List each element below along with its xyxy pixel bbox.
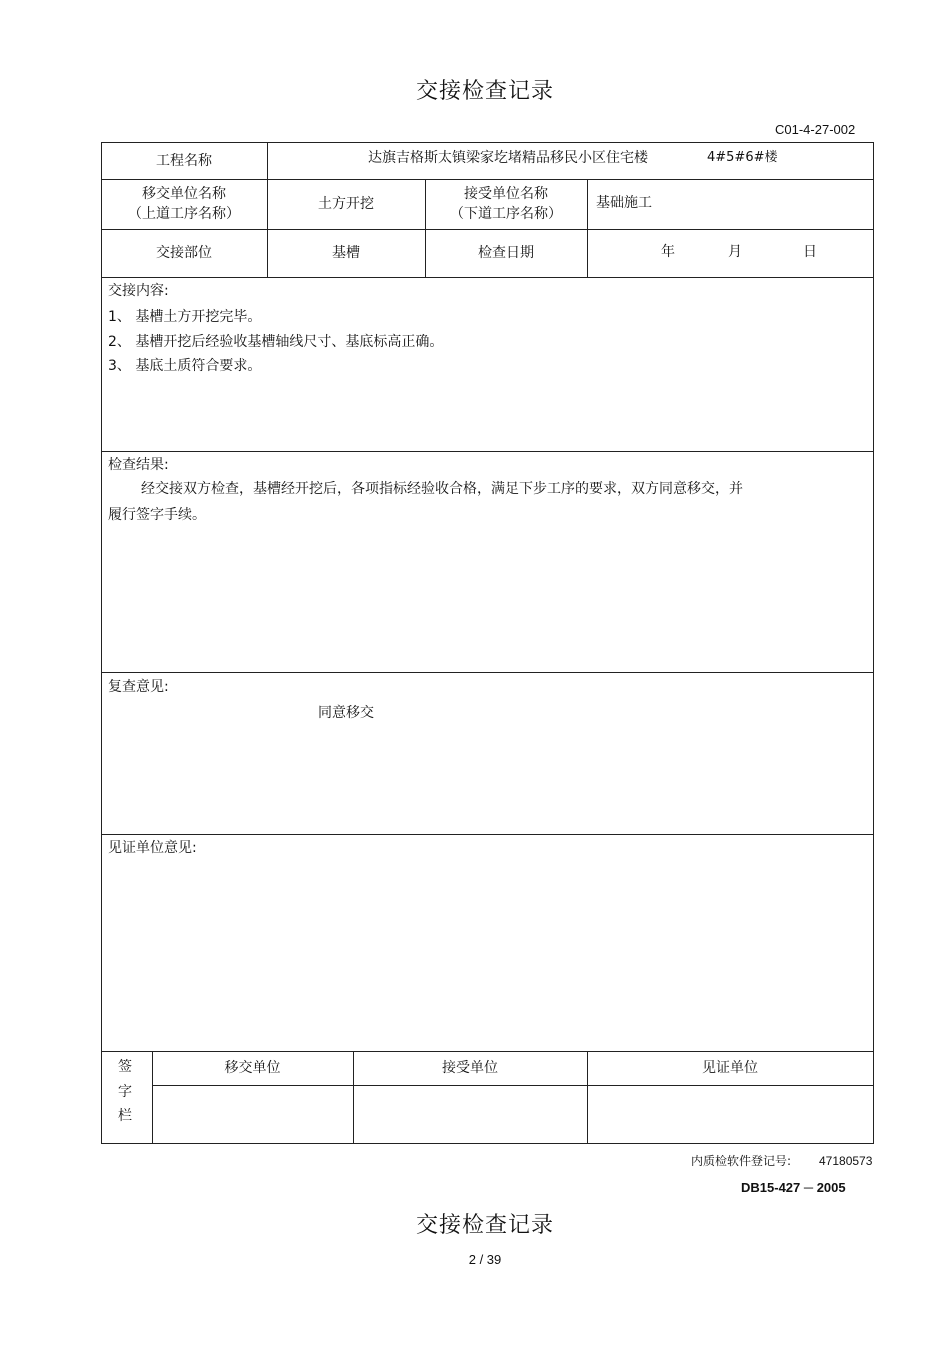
handover-item: 2、 基槽开挖后经验收基槽轴线尺寸、基底标高正确。	[108, 334, 444, 350]
handover-location-value: 基槽	[332, 245, 360, 261]
handover-unit-label-line2: （上道工序名称）	[128, 206, 240, 222]
inspection-result-heading: 检查结果:	[108, 457, 169, 473]
section-divider	[101, 834, 874, 835]
table-border-bottom	[101, 1143, 874, 1144]
receiving-unit-value: 基础施工	[596, 195, 652, 211]
review-opinion-text: 同意移交	[318, 705, 374, 721]
page-number: 2 / 39	[468, 1252, 502, 1267]
handover-location-label: 交接部位	[156, 245, 212, 261]
signature-field-receiving[interactable]	[354, 1086, 586, 1142]
signature-column-handover: 移交单位	[224, 1060, 281, 1076]
row-divider	[101, 277, 874, 278]
inspection-result-text-line1: 经交接双方检查，基槽经开挖后，各项指标经验收合格，满足下步工序的要求，双方同意移交，并	[141, 481, 743, 497]
receiving-unit-label	[425, 179, 587, 229]
standard-number: DB15-427 ─ 2005	[741, 1180, 846, 1195]
signature-label-char: 栏	[118, 1108, 132, 1124]
signature-column-receiving: 接受单位	[442, 1060, 498, 1076]
column-divider	[587, 179, 588, 277]
receiving-unit-label-line2: （下道工序名称）	[450, 206, 562, 222]
handover-unit-value: 土方开挖	[318, 196, 374, 212]
handover-item: 1、 基槽土方开挖完毕。	[108, 309, 262, 325]
handover-unit-label-line1: 移交单位名称	[142, 186, 226, 202]
table-border-left	[101, 142, 102, 1143]
form-code: C01-4-27-002	[775, 122, 856, 137]
inspection-result-text-line2: 履行签字手续。	[108, 507, 206, 523]
handover-content-heading: 交接内容:	[108, 283, 169, 299]
signature-label-char: 字	[118, 1084, 132, 1100]
review-opinion-heading: 复查意见:	[108, 679, 169, 695]
date-year: 年	[661, 244, 675, 260]
signature-label-char: 签	[118, 1059, 132, 1075]
section-divider	[101, 672, 874, 673]
software-registration-number: 47180573	[819, 1154, 873, 1168]
signature-field-witness[interactable]	[588, 1086, 872, 1142]
inspection-date-label: 检查日期	[478, 245, 534, 261]
receiving-unit-label-line1: 接受单位名称	[464, 186, 548, 202]
date-month: 月	[728, 244, 742, 260]
software-registration-label: 内质检软件登记号:	[691, 1154, 792, 1168]
project-name-value: 达旗吉格斯太镇梁家圪堵精品移民小区住宅楼	[368, 150, 648, 166]
project-name-label: 工程名称	[156, 152, 212, 169]
table-border-right	[873, 142, 874, 1143]
signature-field-handover[interactable]	[153, 1086, 352, 1142]
witness-opinion-heading: 见证单位意见:	[108, 840, 197, 856]
handover-unit-label	[101, 179, 267, 229]
building-number: 4#5#6#楼	[707, 150, 778, 165]
signature-column-witness: 见证单位	[702, 1060, 758, 1076]
page-title: 交接检查记录	[415, 79, 554, 104]
handover-item: 3、 基底土质符合要求。	[108, 358, 262, 374]
repeated-title: 交接检查记录	[415, 1213, 554, 1238]
section-divider	[101, 451, 874, 452]
date-day: 日	[803, 244, 817, 260]
